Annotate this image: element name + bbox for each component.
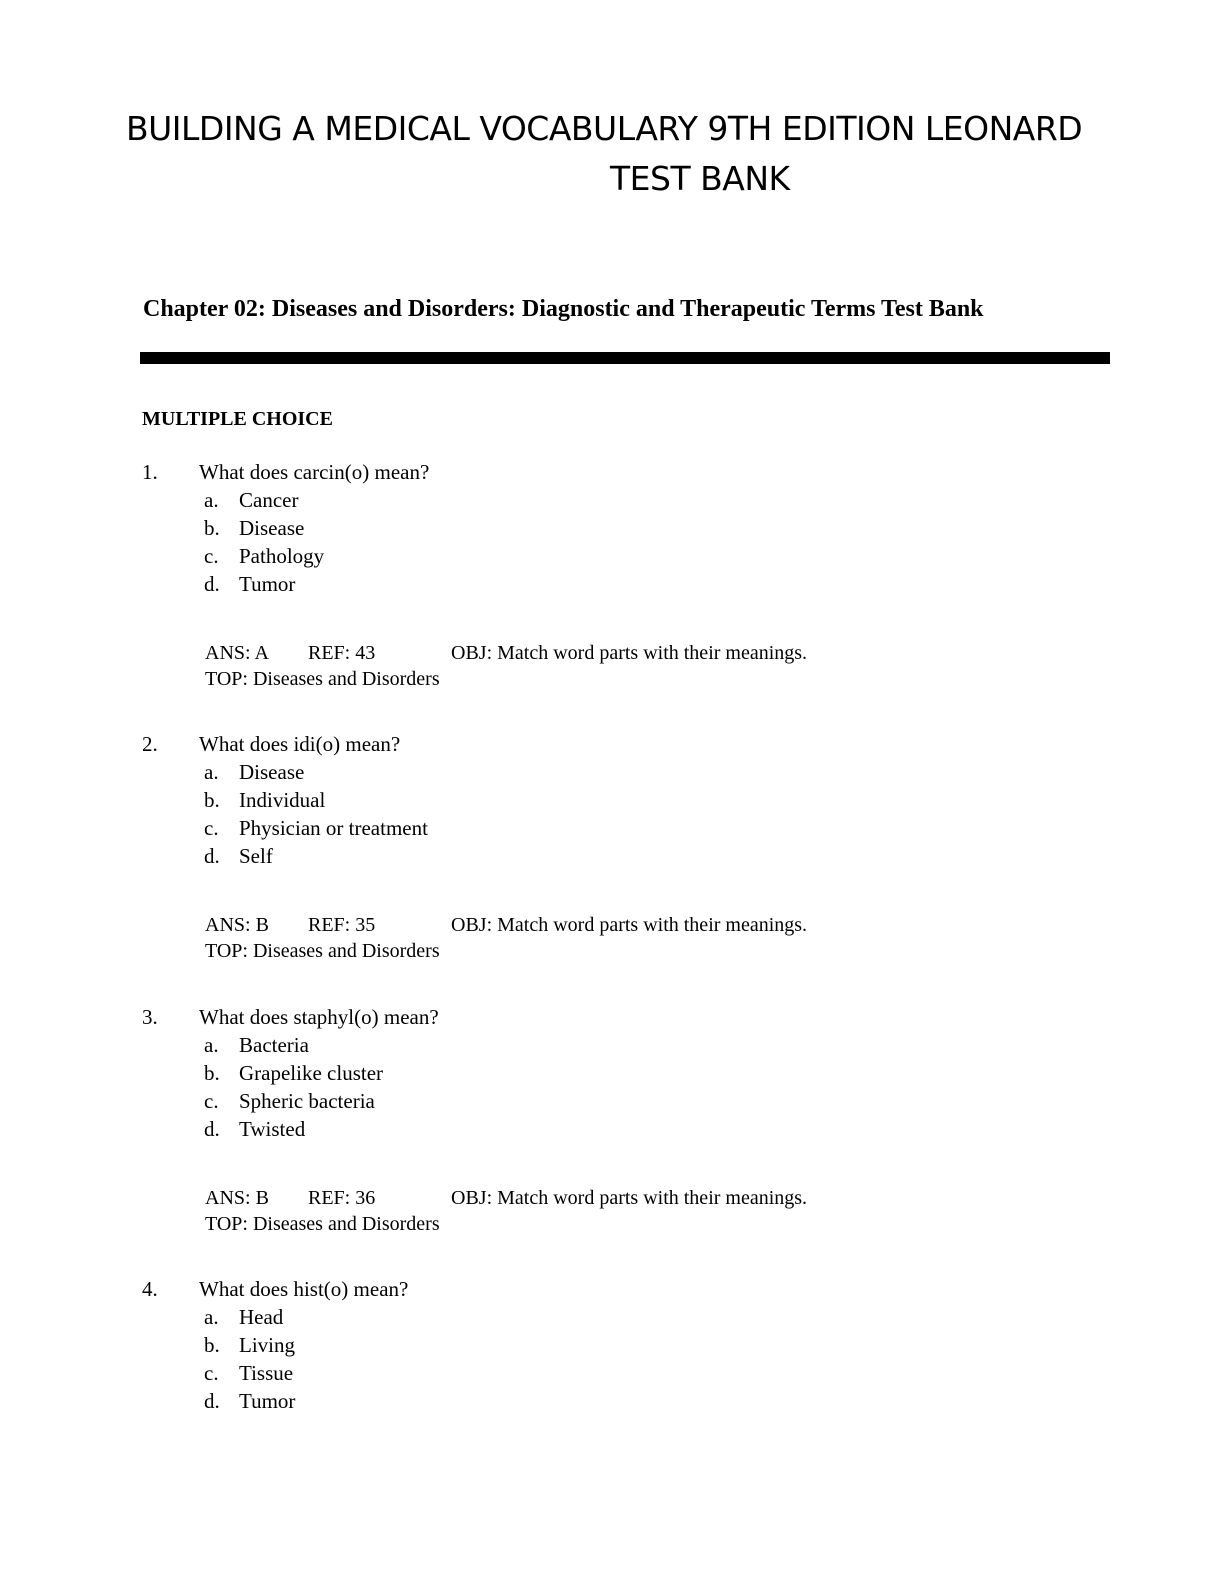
option-text: Twisted — [239, 1117, 306, 1141]
answer-key: ANS: B — [205, 914, 269, 936]
answer-option — [142, 786, 1042, 814]
option-letter: c. — [204, 1361, 219, 1385]
answer-option — [142, 758, 1042, 786]
document-title-line-2: TEST BANK — [610, 159, 790, 198]
page-reference: REF: 36 — [308, 1187, 376, 1209]
option-letter: b. — [204, 788, 220, 812]
section-heading: MULTIPLE CHOICE — [142, 408, 333, 430]
question-3 — [142, 1003, 1042, 1235]
answer-option — [142, 514, 1042, 542]
topic: TOP: Diseases and Disorders — [205, 940, 440, 962]
option-letter: d. — [204, 1389, 220, 1413]
topic: TOP: Diseases and Disorders — [205, 668, 440, 690]
question-number: 2. — [142, 732, 158, 756]
answer-block — [205, 1185, 1005, 1237]
answer-option — [142, 1115, 1042, 1143]
question-text: What does hist(o) mean? — [199, 1277, 409, 1301]
answer-key: ANS: A — [205, 642, 269, 664]
option-letter: a. — [204, 1033, 219, 1057]
option-text: Grapelike cluster — [239, 1061, 384, 1085]
option-text: Cancer — [239, 488, 299, 512]
option-text: Head — [239, 1305, 284, 1329]
answer-option — [142, 1031, 1042, 1059]
document-title-line-1: BUILDING A MEDICAL VOCABULARY 9TH EDITION LEONARD — [126, 109, 1083, 148]
objective: OBJ: Match word parts with their meanings. — [451, 1187, 808, 1209]
question-4 — [142, 1275, 1042, 1415]
option-text: Tumor — [239, 1389, 296, 1413]
answer-option — [142, 842, 1042, 870]
answer-option — [142, 570, 1042, 598]
option-letter: d. — [204, 572, 220, 596]
option-text: Bacteria — [239, 1033, 309, 1057]
question-number: 3. — [142, 1005, 158, 1029]
option-letter: a. — [204, 488, 219, 512]
option-text: Disease — [239, 760, 305, 784]
option-letter: d. — [204, 1117, 220, 1141]
answer-option — [142, 814, 1042, 842]
question-number: 1. — [142, 460, 158, 484]
page-reference: REF: 35 — [308, 914, 376, 936]
answer-option — [142, 1387, 1042, 1415]
topic: TOP: Diseases and Disorders — [205, 1213, 440, 1235]
option-text: Pathology — [239, 544, 325, 568]
option-text: Living — [239, 1333, 295, 1357]
option-text: Individual — [239, 788, 326, 812]
answer-block — [205, 640, 1005, 692]
option-letter: b. — [204, 516, 220, 540]
option-letter: b. — [204, 1061, 220, 1085]
answer-option — [142, 542, 1042, 570]
answer-option — [142, 1303, 1042, 1331]
answer-key: ANS: B — [205, 1187, 269, 1209]
option-text: Physician or treatment — [239, 816, 428, 840]
answer-option — [142, 1359, 1042, 1387]
chapter-heading: Chapter 02: Diseases and Disorders: Diagnostic and Therapeutic Terms Test Bank — [143, 296, 984, 322]
option-letter: c. — [204, 544, 219, 568]
answer-option — [142, 1331, 1042, 1359]
option-letter: a. — [204, 760, 219, 784]
heading-divider — [140, 352, 1110, 364]
option-text: Spheric bacteria — [239, 1089, 375, 1113]
option-letter: a. — [204, 1305, 219, 1329]
option-text: Tissue — [239, 1361, 294, 1385]
option-letter: c. — [204, 1089, 219, 1113]
objective: OBJ: Match word parts with their meanings. — [451, 914, 808, 936]
option-letter: b. — [204, 1333, 220, 1357]
question-text: What does idi(o) mean? — [199, 732, 401, 756]
question-2 — [142, 730, 1042, 962]
question-text: What does staphyl(o) mean? — [199, 1005, 439, 1029]
page-reference: REF: 43 — [308, 642, 376, 664]
answer-block — [205, 912, 1005, 964]
option-letter: c. — [204, 816, 219, 840]
answer-option — [142, 1059, 1042, 1087]
answer-option — [142, 486, 1042, 514]
option-text: Tumor — [239, 572, 296, 596]
option-text: Self — [239, 844, 273, 868]
question-text: What does carcin(o) mean? — [199, 460, 430, 484]
answer-option — [142, 1087, 1042, 1115]
option-letter: d. — [204, 844, 220, 868]
question-number: 4. — [142, 1277, 158, 1301]
option-text: Disease — [239, 516, 305, 540]
objective: OBJ: Match word parts with their meanings. — [451, 642, 808, 664]
question-1 — [142, 458, 1042, 690]
